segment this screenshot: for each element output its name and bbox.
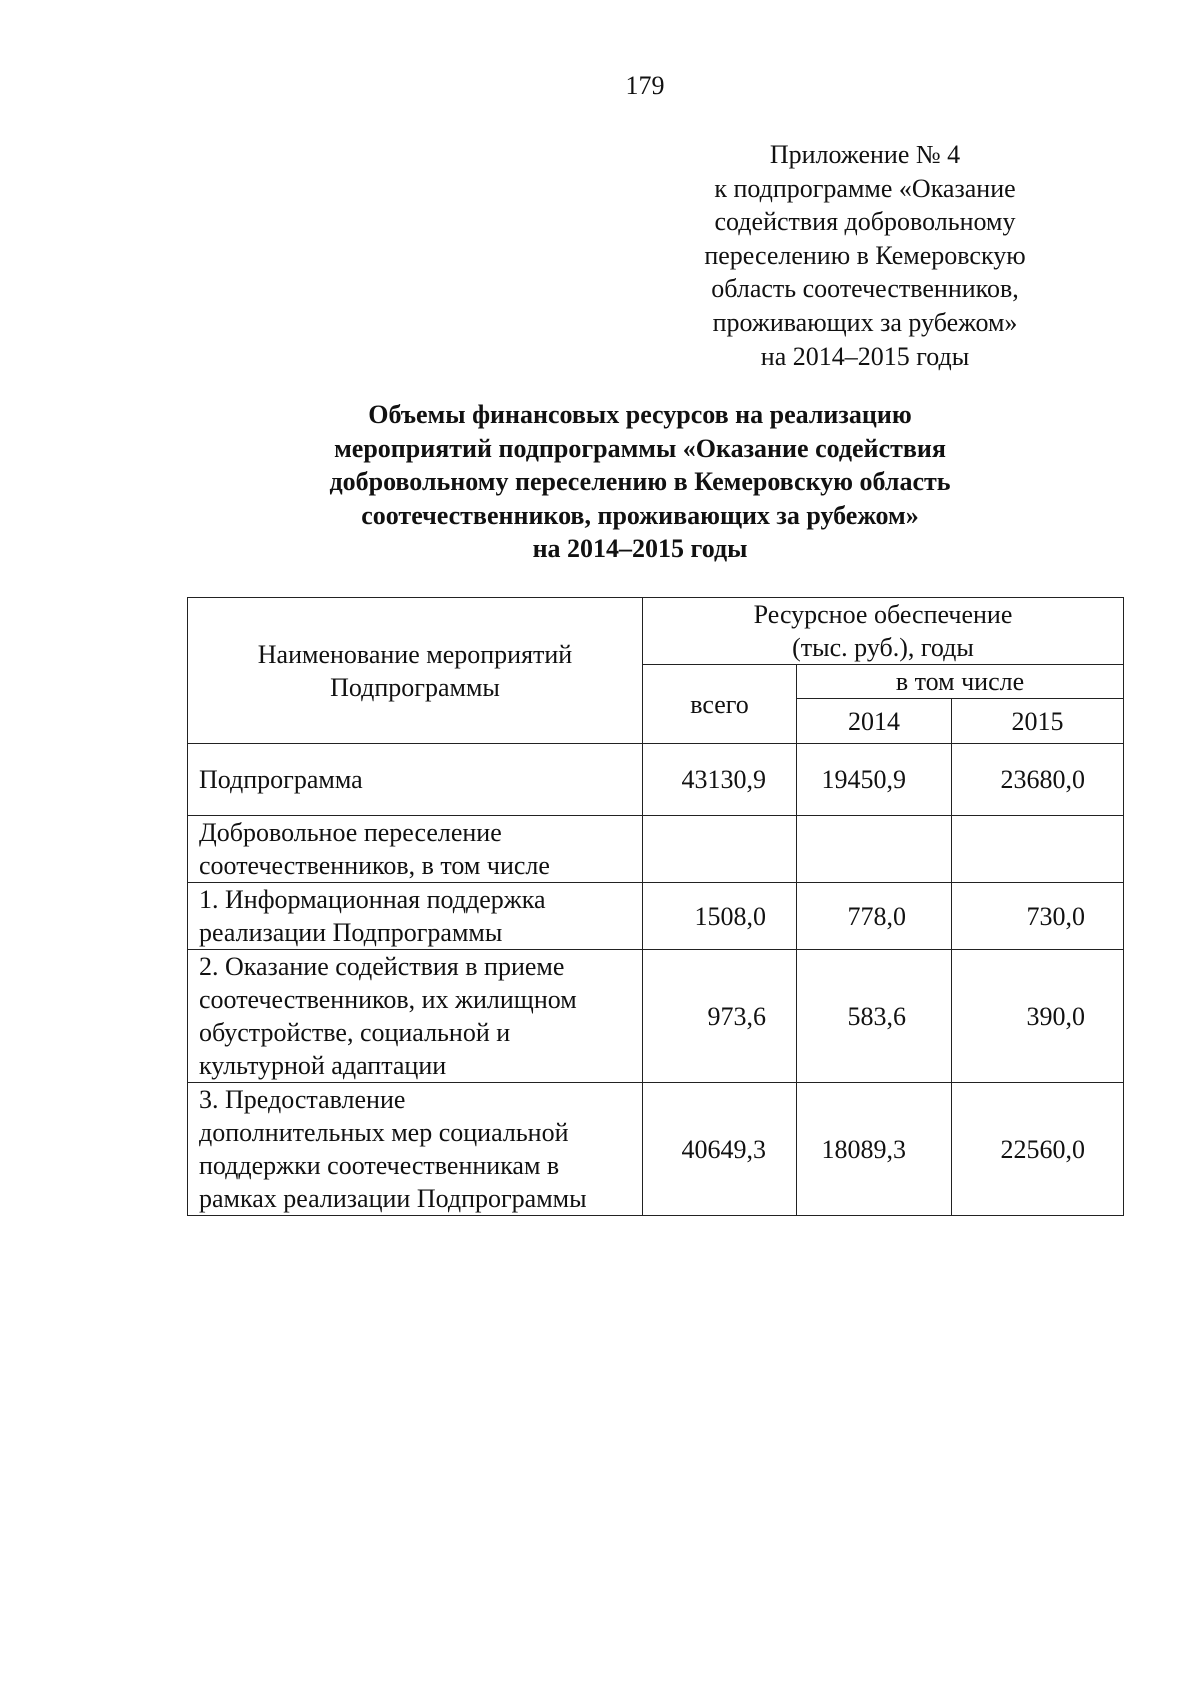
- row-name-cell: [188, 883, 643, 950]
- row-name-cell: [188, 1083, 643, 1216]
- row-name-line: соотечественников, в том числе: [199, 851, 550, 880]
- row-name-line: дополнительных мер социальной: [199, 1118, 569, 1147]
- row-2015-cell: 23680,0: [952, 744, 1124, 816]
- row-total-cell: 43130,9: [643, 744, 797, 816]
- row-name-line: 2. Оказание содействия в приеме: [199, 952, 565, 981]
- appendix-line: Приложение № 4: [769, 140, 961, 169]
- table-row: [188, 883, 1124, 950]
- title-line: соотечественников, проживающих за рубежом»: [361, 500, 919, 530]
- row-name-cell: [188, 816, 643, 883]
- row-2014-cell: 583,6: [797, 950, 952, 1083]
- row-total-cell: 973,6: [643, 950, 797, 1083]
- header-name-line: Наименование мероприятий: [257, 639, 573, 669]
- appendix-line: проживающих за рубежом»: [712, 307, 1018, 337]
- row-2015-cell: 22560,0: [952, 1083, 1124, 1216]
- title-line: на 2014–2015 годы: [532, 534, 748, 564]
- row-name-line: рамках реализации Подпрограммы: [199, 1184, 587, 1213]
- document-title: [180, 398, 1100, 566]
- row-name-cell: [188, 950, 643, 1083]
- row-name-line: поддержки соотечественникам в: [199, 1151, 560, 1180]
- row-total-cell: [643, 816, 797, 883]
- header-resources-line: (тыс. руб.), годы: [792, 633, 974, 662]
- header-including-cell: в том числе: [797, 665, 1124, 699]
- table-row: [188, 816, 1124, 883]
- row-name-line: обустройстве, социальной и: [199, 1018, 511, 1047]
- title-line: добровольному переселению в Кемеровскую область: [329, 467, 951, 497]
- header-year-2015: 2015: [952, 699, 1124, 744]
- header-year-2014: 2014: [797, 699, 952, 744]
- row-total-cell: 40649,3: [643, 1083, 797, 1216]
- row-total-cell: 1508,0: [643, 883, 797, 950]
- appendix-line: содействия добровольному: [714, 207, 1016, 237]
- row-2014-cell: 19450,9: [797, 744, 952, 816]
- appendix-line: переселению в Кемеровскую: [704, 240, 1026, 270]
- header-name-line: Подпрограммы: [330, 672, 500, 702]
- row-2015-cell: 730,0: [952, 883, 1124, 950]
- title-line: Объемы финансовых ресурсов на реализацию: [368, 400, 912, 429]
- row-2015-cell: 390,0: [952, 950, 1124, 1083]
- row-name-line: 1. Информационная поддержка: [199, 885, 546, 914]
- header-resources-line: Ресурсное обеспечение: [753, 600, 1013, 629]
- row-2015-cell: [952, 816, 1124, 883]
- row-name-cell: [188, 744, 643, 816]
- appendix-line: на 2014–2015 годы: [760, 341, 970, 371]
- row-2014-cell: [797, 816, 952, 883]
- row-name-line: Добровольное переселение: [199, 818, 502, 847]
- appendix-block: [640, 138, 1090, 373]
- row-2014-cell: 778,0: [797, 883, 952, 950]
- header-total-cell: всего: [643, 665, 797, 744]
- row-name-line: 3. Предоставление: [199, 1085, 406, 1114]
- appendix-line: область соотечественников,: [711, 274, 1019, 304]
- finance-table: [187, 597, 1124, 1216]
- row-name-line: соотечественников, их жилищном: [199, 985, 577, 1014]
- row-name-line: реализации Подпрограммы: [199, 918, 503, 947]
- header-name-cell: [188, 598, 643, 744]
- title-line: мероприятий подпрограммы «Оказание содействия: [334, 433, 946, 463]
- table-row: [188, 950, 1124, 1083]
- table-row: [188, 744, 1124, 816]
- appendix-line: к подпрограмме «Оказание: [714, 173, 1016, 203]
- table-row: [188, 1083, 1124, 1216]
- header-resources-cell: [643, 598, 1124, 665]
- row-2014-cell: 18089,3: [797, 1083, 952, 1216]
- row-name-line: культурной адаптации: [199, 1051, 447, 1080]
- page-number: 179: [625, 71, 665, 100]
- row-name-line: Подпрограмма: [199, 765, 363, 794]
